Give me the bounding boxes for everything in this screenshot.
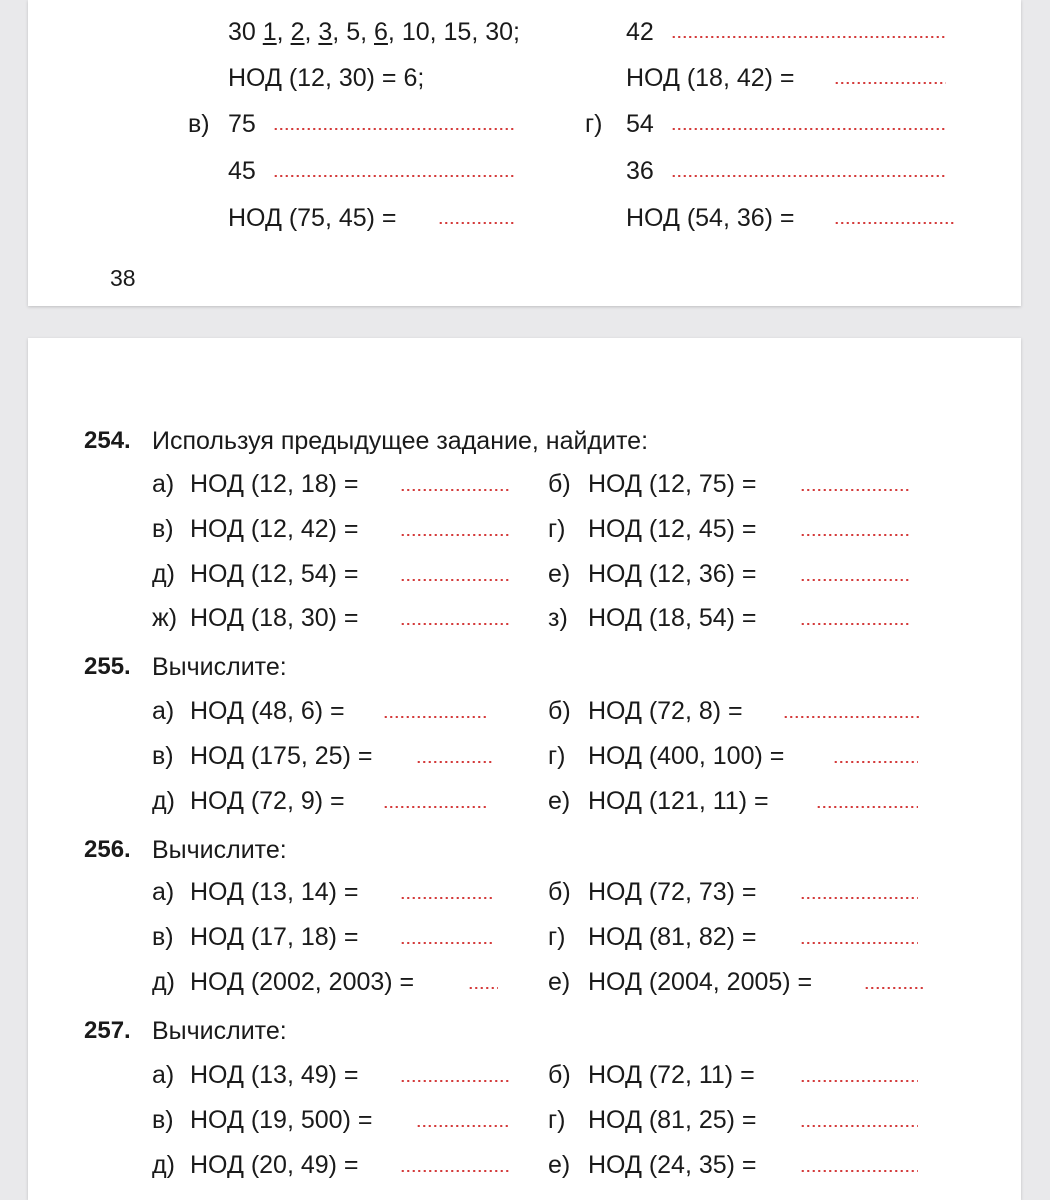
answer-blank[interactable] xyxy=(816,806,918,808)
item-label: б) xyxy=(548,697,571,725)
gcd-expression: НОД (24, 35) = xyxy=(588,1151,757,1179)
answer-blank[interactable] xyxy=(400,1170,510,1172)
item-label: в) xyxy=(188,110,210,138)
item-label: д) xyxy=(152,560,175,588)
item-label: г) xyxy=(585,110,603,138)
answer-blank[interactable] xyxy=(834,82,946,84)
divisors-of-75-label: 75 xyxy=(228,110,256,138)
gcd-expression: НОД (72, 11) = xyxy=(588,1061,755,1089)
gcd-expression: НОД (2004, 2005) = xyxy=(588,968,813,996)
gcd-expression: НОД (13, 14) = xyxy=(190,878,359,906)
gcd-expression: НОД (12, 75) = xyxy=(588,470,757,498)
answer-blank[interactable] xyxy=(383,806,487,808)
answer-blank[interactable] xyxy=(400,579,510,581)
answer-blank[interactable] xyxy=(800,489,910,491)
answer-blank[interactable] xyxy=(400,1080,510,1082)
item-label: д) xyxy=(152,787,175,815)
item-label: г) xyxy=(548,742,566,770)
gcd-expression: НОД (12, 42) = xyxy=(190,515,359,543)
answer-blank[interactable] xyxy=(671,36,946,38)
gcd-expression: НОД (81, 82) = xyxy=(588,923,757,951)
item-label: в) xyxy=(152,1106,174,1134)
answer-blank[interactable] xyxy=(273,128,515,130)
divisors-of-45-label: 45 xyxy=(228,157,256,185)
item-label: е) xyxy=(548,560,571,588)
exercise-number: 257. xyxy=(84,1017,131,1044)
item-label: ж) xyxy=(152,604,178,632)
gcd-expression: НОД (12, 45) = xyxy=(588,515,757,543)
gcd-expression: НОД (20, 49) = xyxy=(190,1151,359,1179)
gcd-expression: НОД (72, 9) = xyxy=(190,787,345,815)
item-label: д) xyxy=(152,968,175,996)
divisors-of-42-label: 42 xyxy=(626,18,654,46)
answer-blank[interactable] xyxy=(671,175,946,177)
exercise-number: 255. xyxy=(84,653,131,680)
item-label: з) xyxy=(548,604,568,632)
answer-blank[interactable] xyxy=(800,1125,918,1127)
answer-blank[interactable] xyxy=(800,942,918,944)
item-label: в) xyxy=(152,515,174,543)
gcd-expression: НОД (72, 73) = xyxy=(588,878,757,906)
answer-blank[interactable] xyxy=(273,175,515,177)
answer-blank[interactable] xyxy=(383,716,487,718)
answer-blank[interactable] xyxy=(468,987,498,989)
gcd-18-42-expr: НОД (18, 42) = xyxy=(626,64,795,92)
item-label: а) xyxy=(152,1061,175,1089)
answer-blank[interactable] xyxy=(400,489,510,491)
gcd-expression: НОД (18, 30) = xyxy=(190,604,359,632)
answer-blank[interactable] xyxy=(800,1170,918,1172)
item-label: г) xyxy=(548,515,566,543)
workbook-page-38 xyxy=(28,0,1021,306)
answer-blank[interactable] xyxy=(833,761,918,763)
item-label: г) xyxy=(548,1106,566,1134)
answer-blank[interactable] xyxy=(800,534,910,536)
exercise-title: Вычислите: xyxy=(152,836,287,864)
page-number: 38 xyxy=(110,265,136,291)
divisors-of-30: 30 1, 2, 3, 5, 6, 10, 15, 30; xyxy=(228,18,520,46)
gcd-expression: НОД (18, 54) = xyxy=(588,604,757,632)
answer-blank[interactable] xyxy=(783,716,920,718)
answer-blank[interactable] xyxy=(834,222,956,224)
divisors-of-36-label: 36 xyxy=(626,157,654,185)
item-label: б) xyxy=(548,878,571,906)
item-label: е) xyxy=(548,1151,571,1179)
exercise-number: 256. xyxy=(84,836,131,863)
item-label: д) xyxy=(152,1151,175,1179)
item-label: в) xyxy=(152,742,174,770)
exercise-title: Используя предыдущее задание, найдите: xyxy=(152,427,649,455)
item-label: а) xyxy=(152,878,175,906)
answer-blank[interactable] xyxy=(400,623,510,625)
answer-blank[interactable] xyxy=(800,897,918,899)
exercise-title: Вычислите: xyxy=(152,653,287,681)
gcd-75-45-expr: НОД (75, 45) = xyxy=(228,204,397,232)
gcd-12-30-result: НОД (12, 30) = 6; xyxy=(228,64,425,92)
answer-blank[interactable] xyxy=(671,128,946,130)
answer-blank[interactable] xyxy=(400,942,494,944)
item-label: е) xyxy=(548,968,571,996)
item-label: в) xyxy=(152,923,174,951)
gcd-expression: НОД (19, 500) = xyxy=(190,1106,373,1134)
item-label: а) xyxy=(152,697,175,725)
answer-blank[interactable] xyxy=(416,761,494,763)
answer-blank[interactable] xyxy=(864,987,924,989)
answer-blank[interactable] xyxy=(438,222,515,224)
gcd-expression: НОД (72, 8) = xyxy=(588,697,743,725)
gcd-expression: НОД (17, 18) = xyxy=(190,923,359,951)
answer-blank[interactable] xyxy=(800,623,910,625)
answer-blank[interactable] xyxy=(400,897,494,899)
answer-blank[interactable] xyxy=(416,1125,510,1127)
gcd-expression: НОД (400, 100) = xyxy=(588,742,785,770)
gcd-expression: НОД (2002, 2003) = xyxy=(190,968,415,996)
gcd-54-36-expr: НОД (54, 36) = xyxy=(626,204,795,232)
answer-blank[interactable] xyxy=(800,1080,918,1082)
gcd-expression: НОД (12, 54) = xyxy=(190,560,359,588)
gcd-expression: НОД (13, 49) = xyxy=(190,1061,359,1089)
gcd-expression: НОД (48, 6) = xyxy=(190,697,345,725)
item-label: а) xyxy=(152,470,175,498)
gcd-expression: НОД (175, 25) = xyxy=(190,742,373,770)
answer-blank[interactable] xyxy=(400,534,510,536)
item-label: е) xyxy=(548,787,571,815)
gcd-expression: НОД (12, 18) = xyxy=(190,470,359,498)
exercise-number: 254. xyxy=(84,427,131,454)
item-label: б) xyxy=(548,470,571,498)
gcd-expression: НОД (81, 25) = xyxy=(588,1106,757,1134)
gcd-expression: НОД (12, 36) = xyxy=(588,560,757,588)
item-label: г) xyxy=(548,923,566,951)
item-label: б) xyxy=(548,1061,571,1089)
exercise-title: Вычислите: xyxy=(152,1017,287,1045)
workbook-page-39 xyxy=(28,338,1021,1200)
answer-blank[interactable] xyxy=(800,579,910,581)
divisors-of-54-label: 54 xyxy=(626,110,654,138)
gcd-expression: НОД (121, 11) = xyxy=(588,787,769,815)
